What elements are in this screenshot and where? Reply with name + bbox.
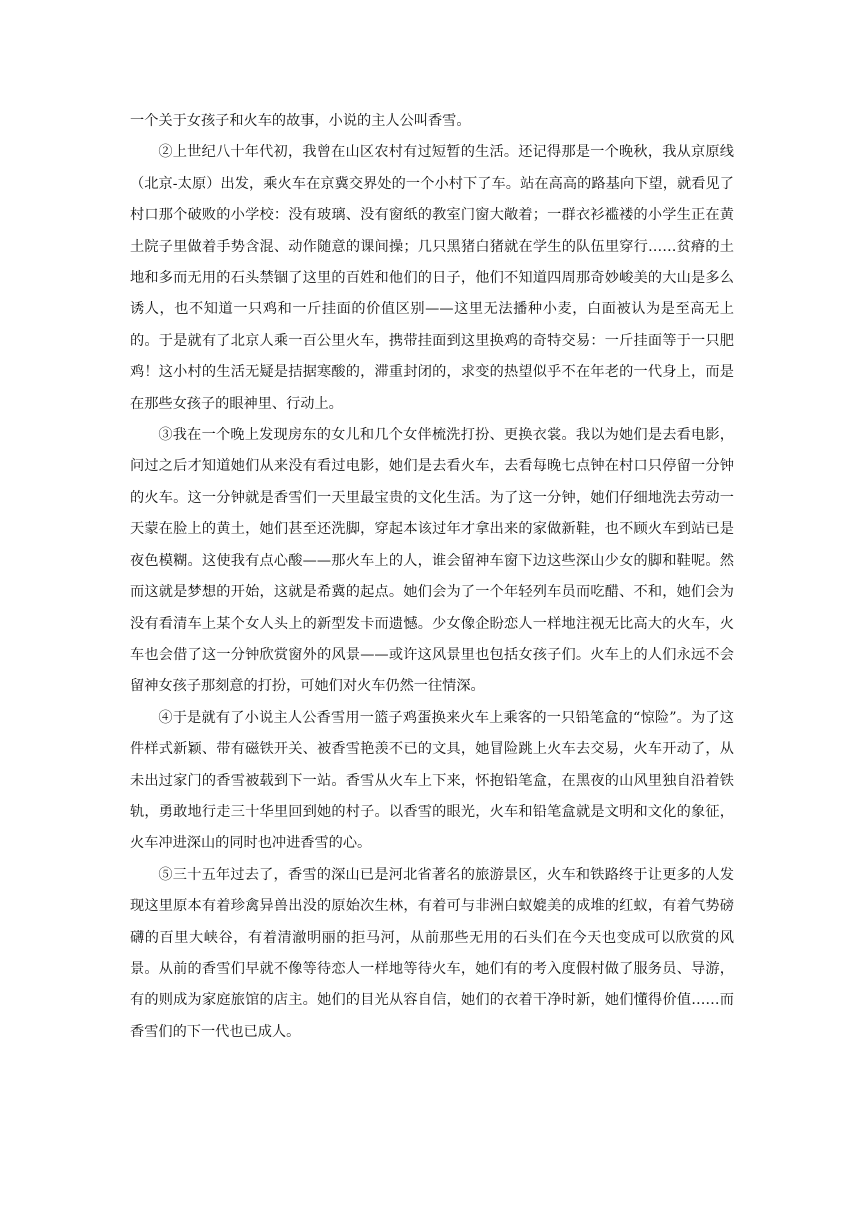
paragraph-continuation: 一个关于女孩子和火车的故事，小说的主人公叫香雪。 [130, 113, 471, 129]
paragraph-5: ⑤三十五年过去了，香雪的深山已是河北省著名的旅游景区，火车和铁路终于让更多的人发现这里原本有着珍禽异兽出没的原始次生林，有着可与非洲白蚁媲美的成堆的红蚁，有着气势磅礴的百里大峡谷，有着清澈明丽的拒马河，从前那些无用的石头们在今天也变成可以欣赏的风景。从前的香雪们早就不像等待恋人一样地等待火车，她们有的考入度假村做了服务员、导游，有的则成为家庭旅馆的店主。她们的目光从容自信，她们的衣着干净时新，她们懂得价值……而香雪们的下一代也已成人。 [130, 866, 734, 1040]
document-body [130, 106, 734, 1048]
paragraph-2: ②上世纪八十年代初，我曾在山区农村有过短暂的生活。还记得那是一个晚秋，我从京原线（北京-太原）出发，乘火车在京冀交界处的一个小村下了车。站在高高的路基向下望，就看见了村口那个破败的小学校：没有玻璃、没有窗纸的教室门窗大敞着；一群衣衫褴褛的小学生正在黄土院子里做着手势含混、动作随意的课间操；几只黑猪白猪就在学生的队伍里穿行……贫瘠的土地和多而无用的石头禁锢了这里的百姓和他们的日子，他们不知道四周那奇妙峻美的大山是多么诱人，也不知道一只鸡和一斤挂面的价值区别——这里无法播种小麦，白面被认为是至高无上的。于是就有了北京人乘一百公里火车，携带挂面到这里换鸡的奇特交易：一斤挂面等于一只肥鸡！这小村的生活无疑是拮据寒酸的，滞重封闭的，求变的热望似乎不在年老的一代身上，而是在那些女孩子的眼神里、行动上。 [130, 144, 734, 412]
paragraph-4: ④于是就有了小说主人公香雪用一篮子鸡蛋换来火车上乘客的一只铅笔盒的“惊险”。为了这件样式新颖、带有磁铁开关、被香雪艳羡不已的文具，她冒险跳上火车去交易，火车开动了，从未出过家门的香雪被载到下一站。香雪从火车上下来，怀抱铅笔盒，在黑夜的山风里独自沿着铁轨，勇敢地行走三十华里回到她的村子。以香雪的眼光，火车和铅笔盒就是文明和文化的象征，火车冲进深山的同时也冲进香雪的心。 [130, 709, 734, 852]
paragraph-3: ③我在一个晚上发现房东的女儿和几个女伴梳洗打扮、更换衣裳。我以为她们是去看电影，问过之后才知道她们从来没有看过电影，她们是去看火车，去看每晚七点钟在村口只停留一分钟的火车。这一分钟就是香雪们一天里最宝贵的文化生活。为了这一分钟，她们仔细地洗去劳动一天蒙在脸上的黄土，她们甚至还洗脚，穿起本该过年才拿出来的家做新鞋，也不顾火车到站已是夜色模糊。这使我有点心酸——那火车上的人，谁会留神车窗下边这些深山少女的脚和鞋呢。然而这就是梦想的开始，这就是希冀的起点。她们会为了一个年轻列车员而吃醋、不和，她们会为没有看清车上某个女人头上的新型发卡而遗憾。少女像企盼恋人一样地注视无比高大的火车，火车也会借了这一分钟欣赏窗外的风景——或许这风景里也包括女孩子们。火车上的人们永远不会留神女孩子那刻意的打扮，可她们对火车仍然一往情深。 [130, 427, 734, 695]
